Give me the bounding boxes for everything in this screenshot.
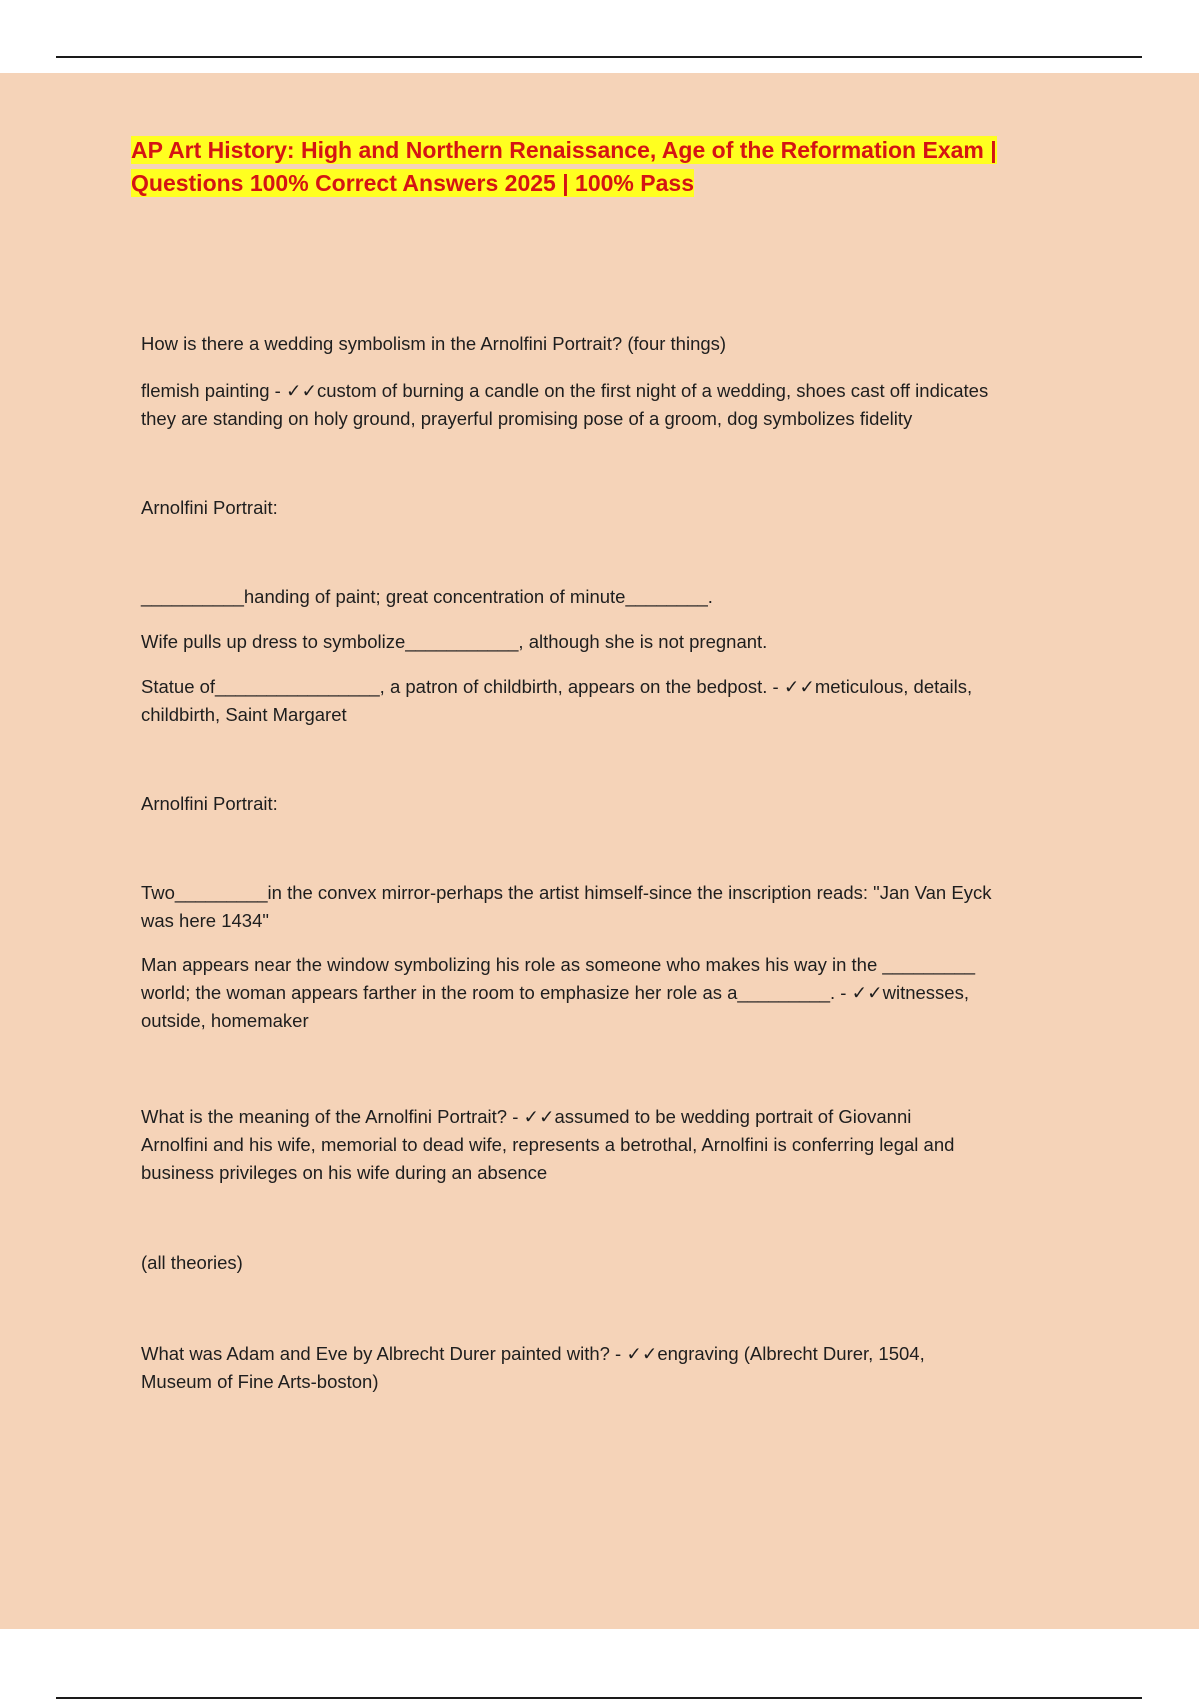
section-heading-arnolfini-2: Arnolfini Portrait: bbox=[141, 793, 278, 814]
question-wedding-symbolism: How is there a wedding symbolism in the Arnolfini Portrait? (four things) bbox=[141, 333, 727, 354]
title-line-2: Questions 100% Correct Answers 2025 | 100% Pass bbox=[131, 170, 694, 196]
fill-in-statue-answer: Statue of________________, a patron of childbirth, appears on the bedpost. - ✓✓meticulous, details, childbirth, Saint Margaret bbox=[141, 676, 973, 725]
top-divider-line bbox=[56, 56, 1142, 58]
title-line-1: AP Art History: High and Northern Renaissance, Age of the Reformation Exam | bbox=[131, 137, 997, 163]
answer-wedding-symbolism: flemish painting - ✓✓custom of burning a candle on the first night of a wedding, shoes cast off indicates they are standing on holy ground, prayerful promising pose of a groom, dog symbolizes fidelity bbox=[141, 380, 989, 429]
document-title bbox=[131, 134, 1061, 200]
section-heading-arnolfini-1: Arnolfini Portrait: bbox=[141, 497, 278, 518]
fill-in-handling-of-paint: __________handing of paint; great concentration of minute________. bbox=[141, 586, 713, 607]
fill-in-convex-mirror: Two_________in the convex mirror-perhaps the artist himself-since the inscription reads: "Jan Van Eyck was here 1434" bbox=[141, 882, 992, 931]
question-adam-and-eve: What was Adam and Eve by Albrecht Durer painted with? - ✓✓engraving (Albrecht Durer, 1504, Museum of Fine Arts-boston) bbox=[141, 1343, 925, 1392]
fill-in-man-window-answer: Man appears near the window symbolizing his role as someone who makes his way in the _________ world; the woman appears farther in the room to emphasize her role as a_________. - ✓✓witnesses, outside, homemaker bbox=[141, 954, 975, 1031]
note-all-theories: (all theories) bbox=[141, 1252, 243, 1273]
fill-in-wife-dress: Wife pulls up dress to symbolize___________, although she is not pregnant. bbox=[141, 631, 768, 652]
bottom-divider-line bbox=[56, 1697, 1142, 1699]
question-arnolfini-meaning: What is the meaning of the Arnolfini Portrait? - ✓✓assumed to be wedding portrait of Giovanni Arnolfini and his wife, memorial to dead wife, represents a betrothal, Arnolfini is conferring legal and business privileges on his wife during an absence bbox=[141, 1106, 955, 1183]
